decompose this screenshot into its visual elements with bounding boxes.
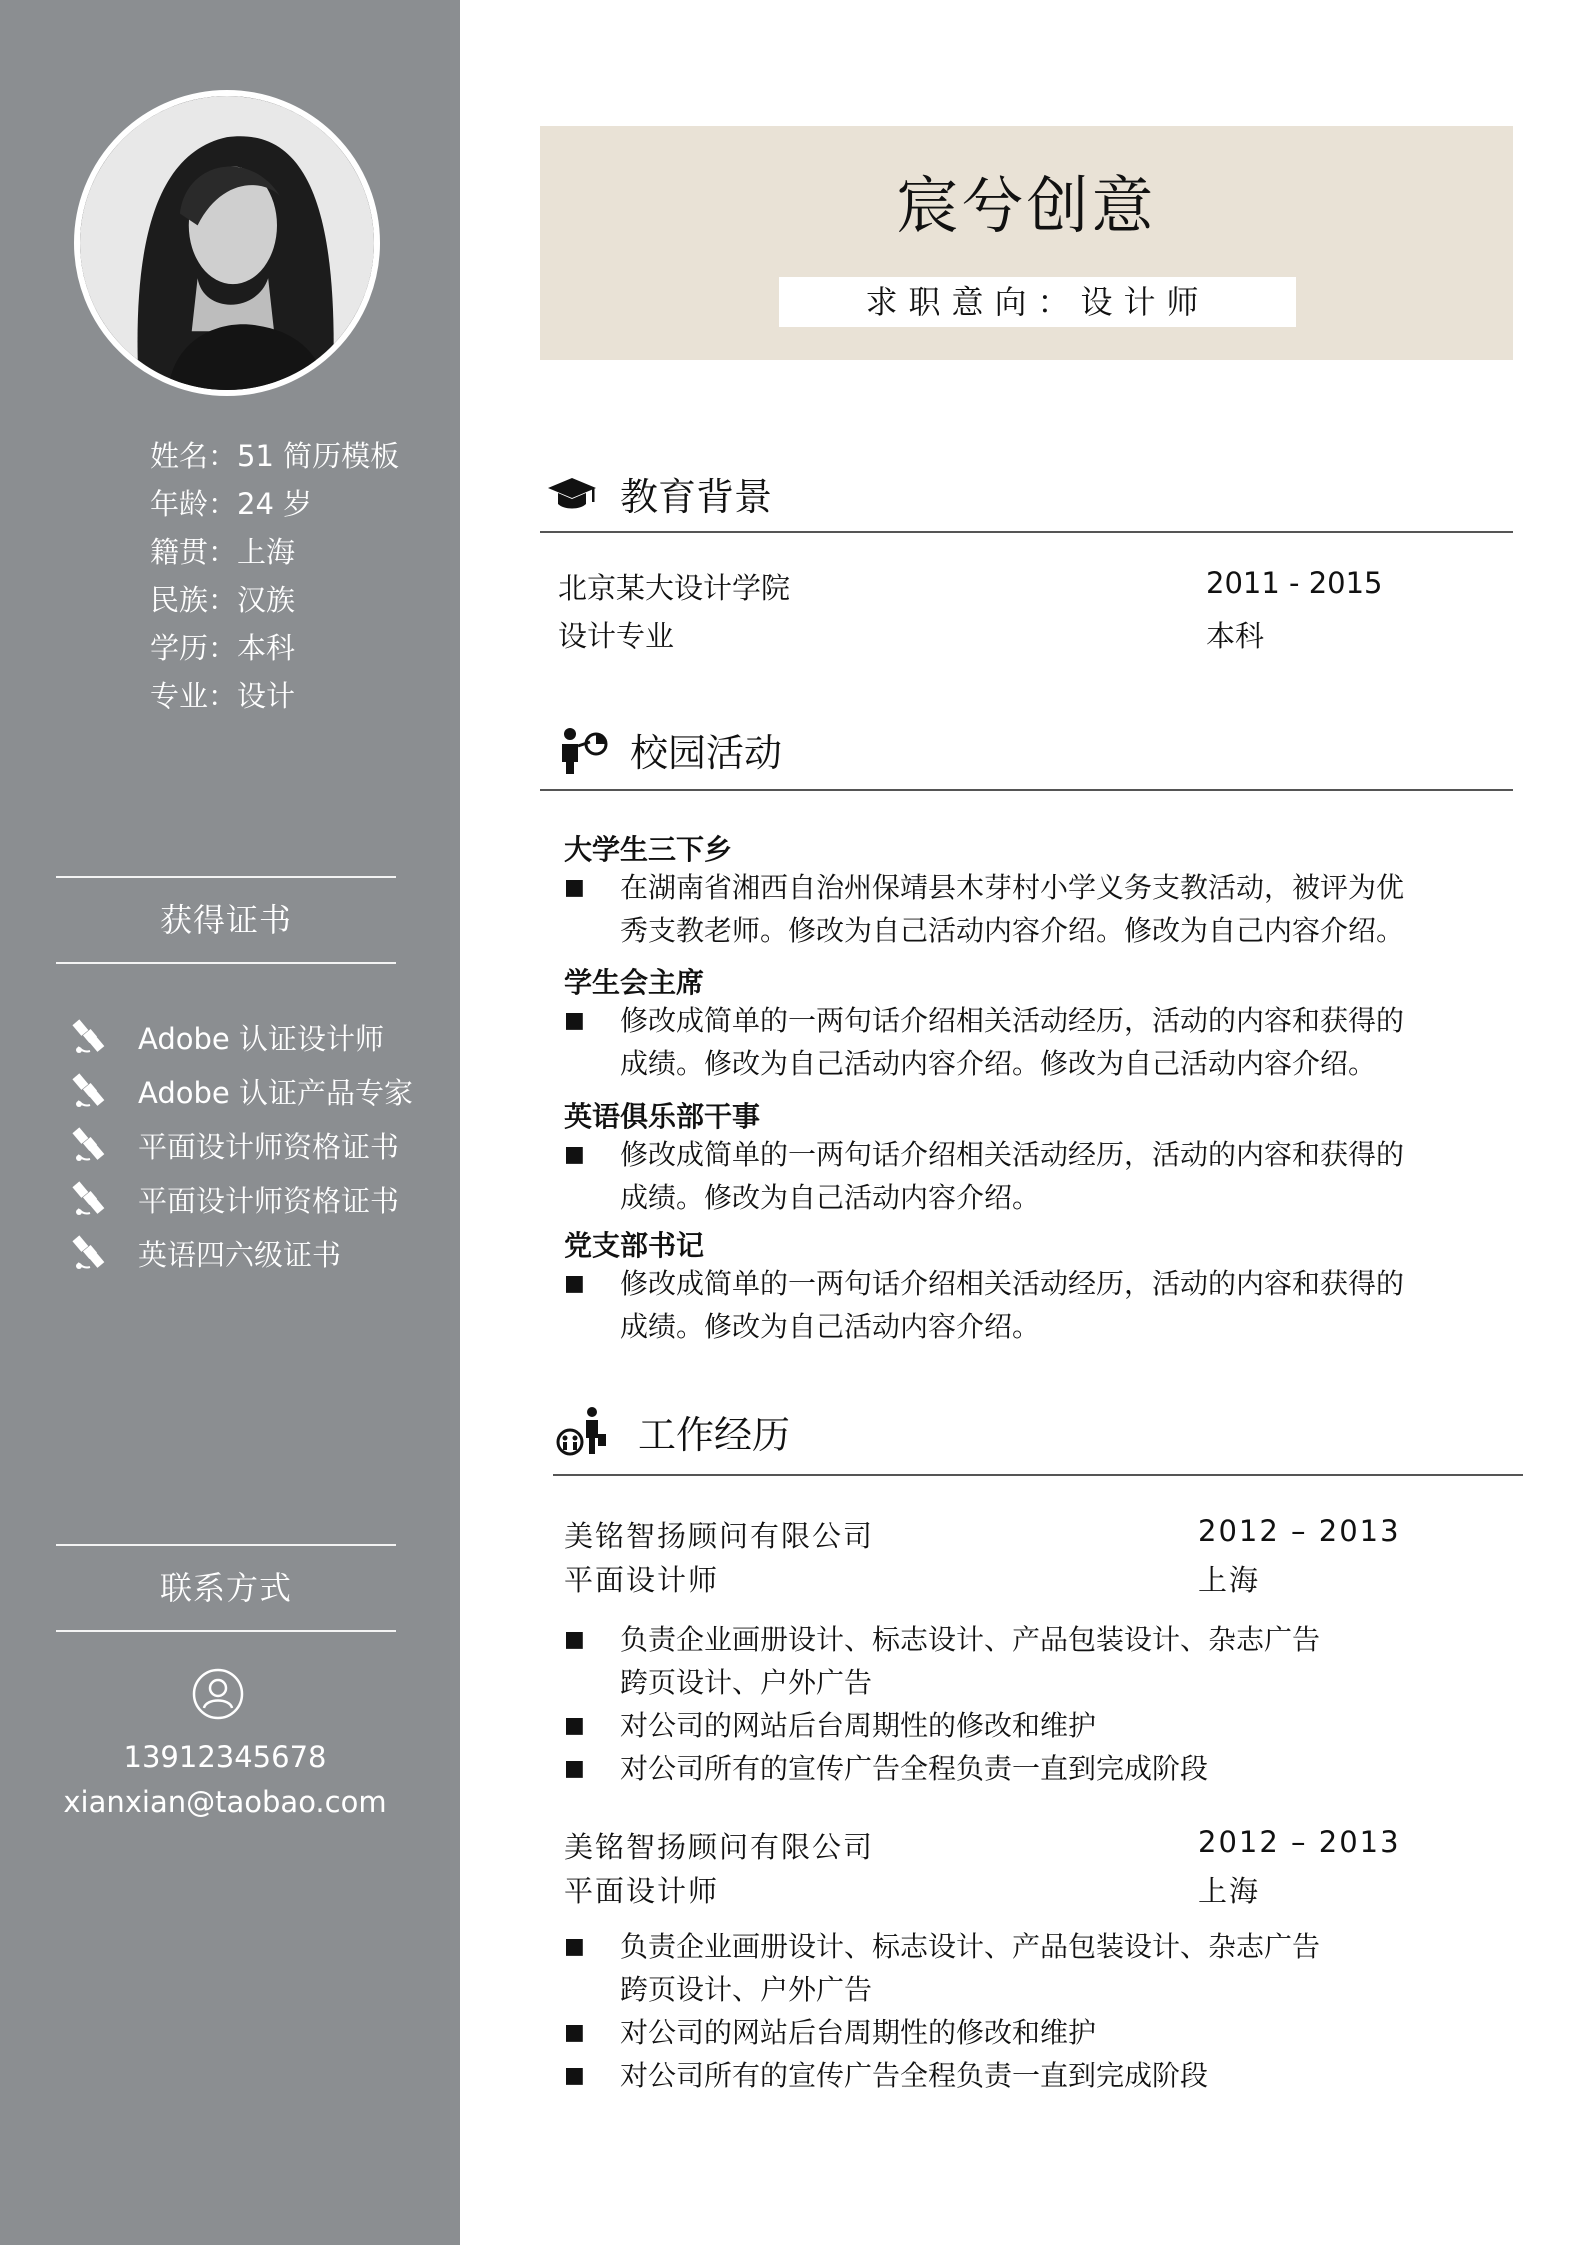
education-major: 设计专业 [558,619,675,653]
activity-desc: ■ 修改成简单的一两句话介绍相关活动经历，活动的内容和获得的成绩。修改为自己活动内容介绍。修改为自己活动内容介绍。 [564,999,1424,1085]
certificate-label: 英语四六级证书 [138,1237,342,1272]
divider [56,962,396,964]
info-hometown: 籍贯：上海 [150,535,296,569]
divider [56,1544,396,1546]
certificate-item [70,1064,413,1118]
certificate-item [70,1118,413,1172]
contact-phone[interactable]: 13912345678 [123,1740,327,1774]
activity-title: 大学生三下乡 [564,833,733,866]
activity-desc: ■ 修改成简单的一两句话介绍相关活动经历，活动的内容和获得的成绩。修改为自己活动内容介绍。 [564,1262,1424,1348]
education-degree: 本科 [1206,619,1265,653]
info-major: 专业：设计 [150,679,296,713]
presenter-icon [556,724,608,776]
education-heading [546,466,772,521]
certificate-label: Adobe 认证设计师 [138,1021,384,1056]
activities-heading [556,722,782,777]
certificate-list [70,1010,413,1280]
activity-desc: ■ 在湖南省湘西自治州保靖县木芽村小学义务支教活动，被评为优秀支教老师。修改为自己活动内容介绍。修改为自己内容介绍。 [564,866,1424,952]
education-title: 教育背景 [620,475,773,519]
candidate-name: 宸兮创意 [896,169,1157,242]
certificate-label: 平面设计师资格证书 [138,1183,400,1218]
info-age: 年龄：24 岁 [150,487,313,521]
activity-title: 英语俱乐部干事 [564,1100,761,1133]
certificates-heading [56,876,396,964]
job-location: 上海 [1198,1874,1261,1908]
contact-email[interactable]: xianxian@taobao.com [63,1785,387,1819]
job-duty: ■ 负责企业画册设计、标志设计、产品包装设计、杂志广告跨页设计、户外广告 [564,1618,1344,1704]
certificate-label: Adobe 认证产品专家 [138,1075,413,1110]
job-location: 上海 [1198,1563,1261,1597]
info-education: 学历：本科 [150,631,296,665]
satellite-icon [70,1125,110,1165]
divider [56,1630,396,1632]
job-duty: ■ 负责企业画册设计、标志设计、产品包装设计、杂志广告跨页设计、户外广告 [564,1925,1344,2011]
certificate-label: 平面设计师资格证书 [138,1129,400,1164]
satellite-icon [70,1233,110,1273]
certificate-item [70,1010,413,1064]
satellite-icon [70,1179,110,1219]
job-position: 平面设计师 [564,1874,720,1908]
header-banner [540,126,1513,360]
job-duty: ■ 对公司所有的宣传广告全程负责一直到完成阶段 [564,2054,1344,2097]
job-intent: 求职意向：设计师 [779,277,1296,327]
graduation-cap-icon [546,468,598,520]
info-ethnicity: 民族：汉族 [150,583,296,617]
certificate-item [70,1172,413,1226]
divider [56,876,396,878]
education-years: 2011 - 2015 [1206,566,1383,600]
job-company: 美铭智扬顾问有限公司 [564,1519,875,1553]
activity-title: 党支部书记 [564,1229,705,1262]
work-heading [556,1404,790,1459]
job-years: 2012 – 2013 [1198,1514,1401,1548]
activity-desc: ■ 修改成简单的一两句话介绍相关活动经历，活动的内容和获得的成绩。修改为自己活动内容介绍。 [564,1133,1424,1219]
satellite-icon [70,1017,110,1057]
job-duty: ■ 对公司的网站后台周期性的修改和维护 [564,1704,1344,1747]
education-school: 北京某大设计学院 [558,571,791,605]
job-company: 美铭智扬顾问有限公司 [564,1830,875,1864]
info-name: 姓名：51 简历模板 [150,439,400,473]
work-title: 工作经历 [638,1413,791,1457]
job-position: 平面设计师 [564,1563,720,1597]
job-duty: ■ 对公司的网站后台周期性的修改和维护 [564,2011,1344,2054]
contact-heading [56,1544,396,1632]
job-years: 2012 – 2013 [1198,1825,1401,1859]
activities-title: 校园活动 [630,731,783,775]
contact-title: 联系方式 [159,1569,292,1607]
satellite-icon [70,1071,110,1111]
divider [553,1474,1523,1476]
job-duty: ■ 对公司所有的宣传广告全程负责一直到完成阶段 [564,1747,1344,1790]
avatar [74,90,380,396]
certificate-item [70,1226,413,1280]
certificates-title: 获得证书 [159,901,292,939]
divider [540,789,1513,791]
personal-info-list [150,432,399,720]
divider [540,531,1513,533]
activity-title: 学生会主席 [564,966,705,999]
sidebar [0,0,460,2245]
team-icon [556,1406,608,1458]
user-icon [192,1668,244,1720]
